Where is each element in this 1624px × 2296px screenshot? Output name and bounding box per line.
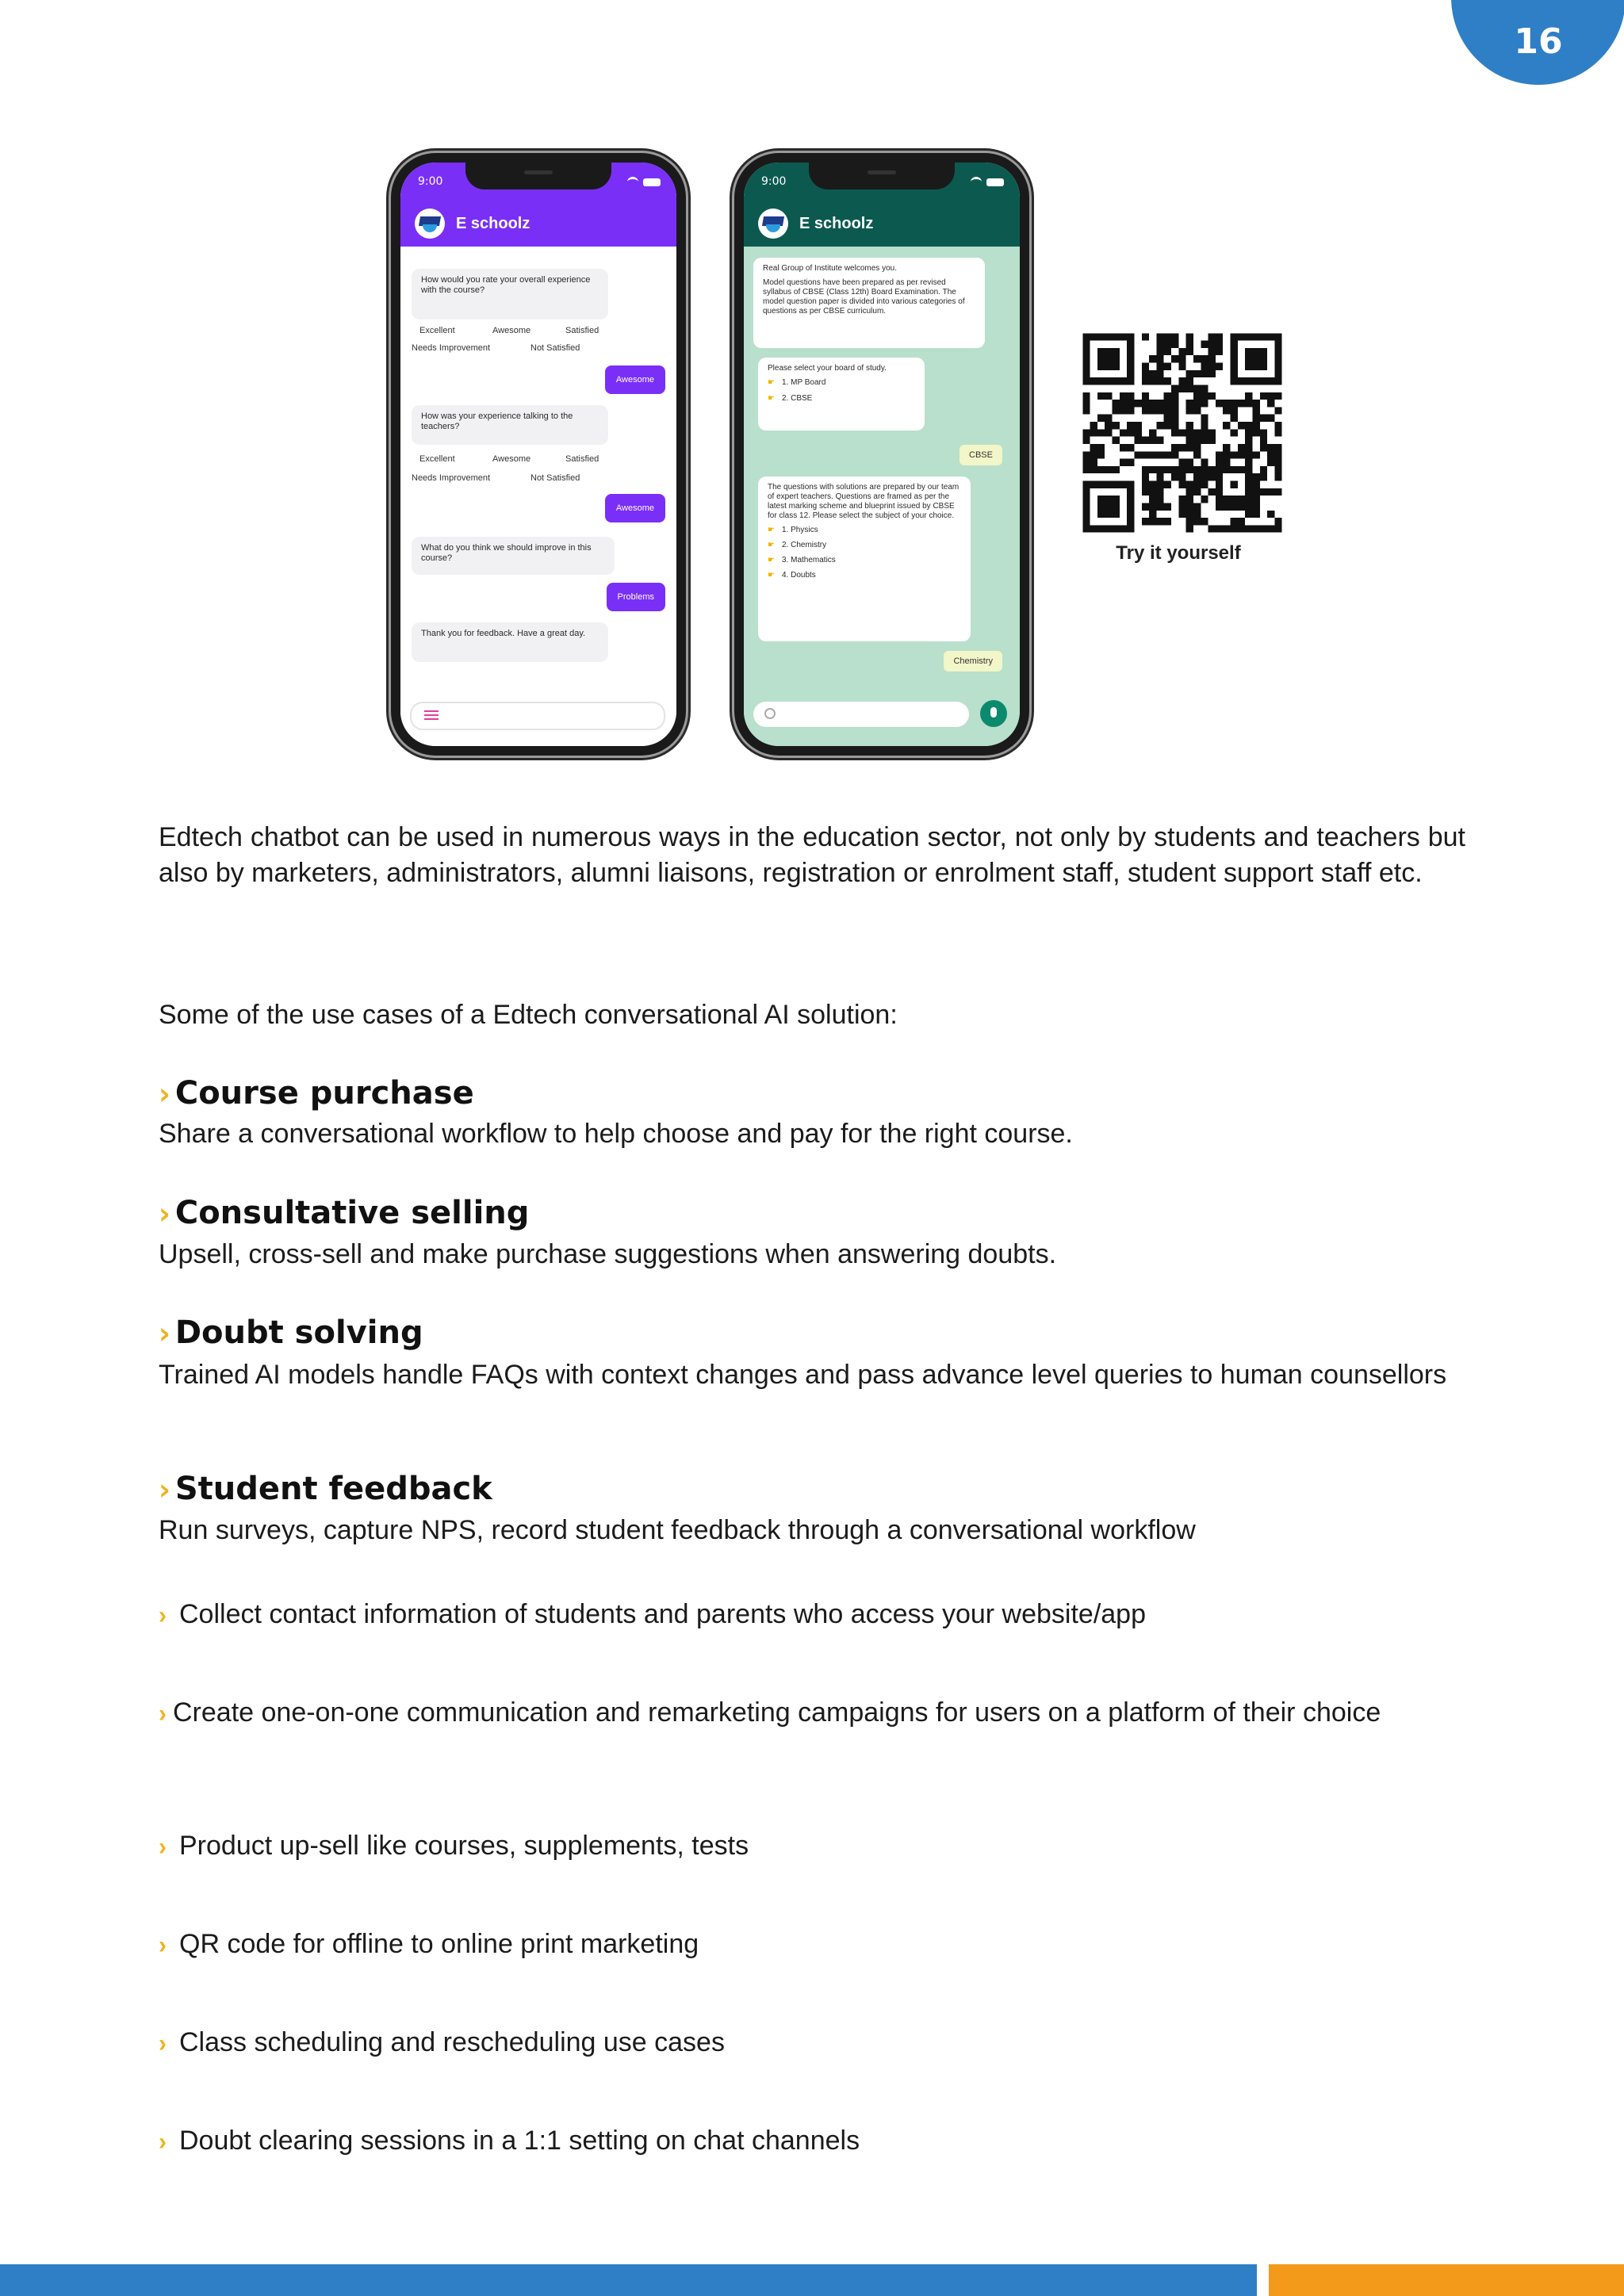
option-needs-improvement[interactable]: Needs Improvement (412, 343, 491, 353)
chevron-right-icon: › (159, 2030, 167, 2057)
user-reply: Awesome (605, 494, 665, 522)
chat-thread (744, 247, 1020, 746)
chevron-right-icon: › (159, 1700, 167, 1728)
rating-options (412, 326, 665, 358)
option-not-satisfied[interactable]: Not Satisfied (530, 473, 580, 483)
option-doubts[interactable]: ☛ 4. Doubts (768, 571, 961, 580)
option-awesome[interactable]: Awesome (492, 454, 531, 464)
microphone-icon[interactable] (980, 700, 1007, 727)
wifi-icon (627, 177, 638, 187)
section-text: Share a conversational workflow to help choose and pay for the right course. (159, 1119, 1073, 1149)
wifi-icon (971, 177, 982, 187)
page-number-badge (1451, 0, 1624, 85)
option-satisfied[interactable]: Satisfied (565, 454, 599, 464)
qr-code[interactable] (1075, 326, 1289, 540)
option-satisfied[interactable]: Satisfied (565, 326, 599, 335)
bot-message: Thank you for feedback. Have a great day. (412, 622, 608, 662)
section-heading-doubt-solving: › Doubt solving (159, 1314, 423, 1352)
graduation-cap-logo-icon (415, 209, 445, 239)
bullet-item: › Create one-on-one communication and remarketing campaigns for users on a platform of their choice (159, 1695, 1465, 1732)
user-reply: Problems (607, 583, 665, 611)
message-input[interactable] (753, 702, 969, 727)
option-awesome[interactable]: Awesome (492, 326, 531, 335)
bullet-item: › QR code for offline to online print marketing (159, 1927, 1465, 1963)
menu-icon[interactable] (424, 710, 439, 720)
chat-app-name: E schoolz (456, 215, 530, 232)
bot-message (753, 258, 985, 348)
option-excellent[interactable]: Excellent (419, 326, 455, 335)
phone-mockup-cbse (734, 153, 1029, 756)
bot-message: How would you rate your overall experience with the course? (412, 269, 608, 320)
section-text: Run surveys, capture NPS, record student feedback through a conversational workflow (159, 1515, 1196, 1545)
message-input[interactable] (410, 702, 665, 730)
chevron-right-icon: › (159, 1196, 170, 1232)
chevron-right-icon: › (159, 1077, 170, 1112)
use-cases-lead: Some of the use cases of a Edtech conversational AI solution: (159, 1000, 898, 1030)
chevron-right-icon: › (159, 1316, 170, 1352)
section-text: Upsell, cross-sell and make purchase suggestions when answering doubts. (159, 1239, 1057, 1269)
battery-icon (986, 178, 1004, 186)
emoji-icon[interactable] (764, 708, 776, 719)
bot-message: What do you think we should improve in this course? (412, 537, 615, 575)
section-heading-consultative-selling: › Consultative selling (159, 1195, 530, 1232)
battery-icon (643, 178, 661, 186)
chevron-right-icon: › (159, 1931, 167, 1959)
option-mp-board[interactable]: ☛ 1. MP Board (768, 378, 915, 388)
graduation-cap-logo-icon (758, 209, 788, 239)
option-needs-improvement[interactable]: Needs Improvement (412, 473, 491, 483)
user-reply: Awesome (605, 365, 665, 394)
option-mathematics[interactable]: ☛ 3. Mathematics (768, 556, 961, 565)
bullet-item: › Product up-sell like courses, supplements, tests (159, 1828, 1465, 1865)
welcome-text: Real Group of Institute welcomes you. (763, 264, 897, 273)
option-physics[interactable]: ☛ 1. Physics (768, 526, 961, 535)
chevron-right-icon: › (159, 1601, 167, 1629)
intro-paragraph: Edtech chatbot can be used in numerous ways in the education sector, not only by students and teachers but also by marketers, administrators, alumni liaisons, registration or enrolment staff, student support staff etc. (159, 822, 1465, 888)
user-reply: Chemistry (944, 651, 1002, 672)
footer-bar-orange (1269, 2264, 1624, 2296)
chevron-right-icon: › (159, 2128, 167, 2156)
phone-screen (400, 163, 676, 746)
board-prompt: Please select your board of study. (768, 364, 887, 373)
bullet-item: › Collect contact information of students and parents who access your website/app (159, 1597, 1465, 1633)
footer-bar-blue (0, 2264, 1257, 2296)
user-reply: CBSE (959, 445, 1002, 465)
bot-message (758, 476, 971, 641)
bot-message (758, 358, 925, 430)
subject-prompt: The questions with solutions are prepared by our team of expert teachers. Questions are framed as per the latest marking scheme and blueprint issued by CBSE for class 12. Please select the subject of your choice. (768, 483, 959, 520)
section-text: Trained AI models handle FAQs with context changes and pass advance level queries to human counsellors (159, 1360, 1447, 1390)
phone-screen (744, 163, 1020, 746)
section-heading-course-purchase: › Course purchase (159, 1075, 474, 1112)
chat-thread (400, 247, 676, 746)
status-time: 9:00 (761, 175, 787, 188)
qr-caption: Try it yourself (1116, 542, 1241, 564)
status-time: 9:00 (418, 175, 443, 188)
option-cbse[interactable]: ☛ 2. CBSE (768, 394, 915, 404)
chevron-right-icon: › (159, 1472, 170, 1508)
rating-options (412, 454, 665, 486)
phone-mockup-feedback (391, 153, 686, 756)
chat-app-name: E schoolz (799, 215, 874, 232)
bot-message: How was your experience talking to the teachers? (412, 405, 608, 445)
option-chemistry[interactable]: ☛ 2. Chemistry (768, 541, 961, 550)
chevron-right-icon: › (159, 1833, 167, 1861)
option-not-satisfied[interactable]: Not Satisfied (530, 343, 580, 353)
page-number: 16 (1514, 21, 1563, 62)
option-excellent[interactable]: Excellent (419, 454, 455, 464)
bullet-item: › Class scheduling and rescheduling use cases (159, 2025, 1465, 2061)
welcome-body: Model questions have been prepared as per revised syllabus of CBSE (Class 12th) Board Examination. The model question paper is divided into various categories of questions as per CBSE curriculum. (763, 278, 965, 316)
bullet-item: › Doubt clearing sessions in a 1:1 setting on chat channels (159, 2123, 1465, 2160)
section-heading-student-feedback: › Student feedback (159, 1471, 492, 1508)
